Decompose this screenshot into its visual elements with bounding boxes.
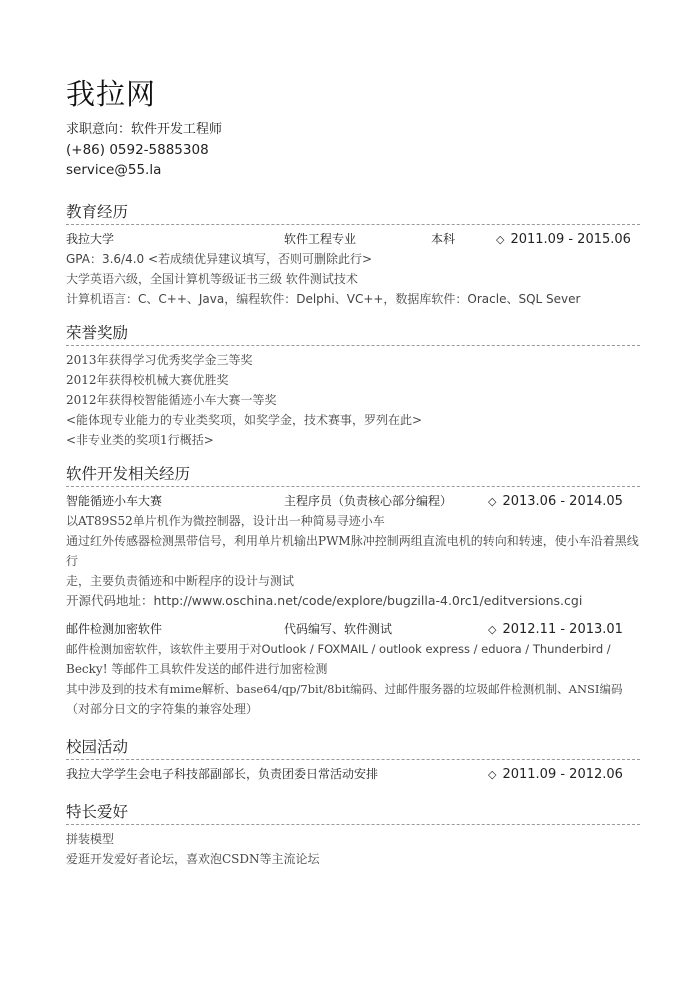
email-address: service@55.la	[66, 162, 162, 178]
hobbies-title: 特长爱好	[66, 803, 129, 821]
project-line: 开源代码地址：http://www.oschina.net/code/explore/bugzilla-4.0rc1/editversions.cgi	[66, 593, 583, 608]
diamond-icon: ◇	[496, 233, 505, 246]
project-line: Becky! 等邮件工具软件发送的邮件进行加密检测	[66, 662, 328, 676]
hobby-item: 拼装模型	[66, 832, 115, 846]
project-name: 邮件检测加密软件	[66, 622, 163, 636]
campus-date: 2011.09 - 2012.06	[502, 767, 623, 782]
spacer	[66, 611, 640, 619]
campus-date-wrap	[488, 764, 623, 785]
diamond-icon: ◇	[488, 768, 497, 781]
major: 软件工程专业	[284, 232, 357, 246]
project-header	[66, 619, 640, 639]
education-entry	[66, 229, 640, 249]
phone-number: (+86) 0592-5885308	[66, 142, 209, 158]
honor-item: 2013年获得学习优秀奖学金三等奖	[66, 353, 253, 367]
education-line: GPA：3.6/4.0 <若成绩优异建议填写，否则可删除此行>	[66, 252, 373, 266]
project-line: 走，主要负责循迹和中断程序的设计与测试	[66, 574, 295, 588]
project-date: 2013.06 - 2014.05	[502, 494, 623, 509]
hobby-item: 爱逛开发爱好者论坛，喜欢泡CSDN等主流论坛	[66, 852, 320, 866]
education-title: 教育经历	[66, 203, 129, 221]
project-line: 以AT89S52单片机作为微控制器，设计出一种简易寻迹小车	[66, 514, 385, 528]
education-date: 2011.09 - 2015.06	[510, 232, 631, 247]
project-line: 邮件检测加密软件，该软件主要用于对Outlook / FOXMAIL / outlook express / eduora / Thunderbird /	[66, 642, 611, 656]
project-date: 2012.11 - 2013.01	[502, 622, 623, 637]
project-date-wrap	[488, 491, 623, 512]
section-divider	[66, 824, 640, 825]
honor-item: 2012年获得校机械大赛优胜奖	[66, 373, 229, 387]
project-role: 代码编写、软件测试	[284, 622, 393, 636]
project-role: 主程序员（负责核心部分编程）	[284, 494, 453, 508]
education-line: 大学英语六级，全国计算机等级证书三级 软件测试技术	[66, 272, 358, 286]
campus-title: 校园活动	[66, 738, 129, 756]
project-name: 智能循迹小车大赛	[66, 494, 163, 508]
section-divider	[66, 224, 640, 225]
honor-item: <能体现专业能力的专业类奖项，如奖学金，技术赛事，罗列在此>	[66, 413, 423, 427]
campus-activity: 我拉大学学生会电子科技部副部长，负责团委日常活动安排	[66, 767, 379, 781]
section-divider	[66, 345, 640, 346]
job-objective: 求职意向：软件开发工程师	[66, 122, 223, 137]
honor-item: 2012年获得校智能循迹小车大赛一等奖	[66, 393, 277, 407]
project-date-wrap	[488, 619, 623, 640]
candidate-name: 我拉网	[66, 77, 157, 111]
section-divider	[66, 486, 640, 487]
project-header	[66, 491, 640, 511]
honors-title: 荣誉奖励	[66, 324, 129, 342]
experience-title: 软件开发相关经历	[66, 465, 191, 483]
project-line: 其中涉及到的技术有mime解析、base64/qp/7bit/8bit编码、过邮件服务器的垃圾邮件检测机制、ANSI编码	[66, 682, 623, 696]
section-divider	[66, 759, 640, 760]
diamond-icon: ◇	[488, 623, 497, 636]
resume	[66, 76, 640, 869]
honor-item: <非专业类的奖项1行概括>	[66, 433, 214, 447]
diamond-icon: ◇	[488, 495, 497, 508]
degree: 本科	[431, 232, 456, 246]
project-line: （对部分日文的字符集的兼容处理）	[66, 702, 259, 716]
education-line: 计算机语言：C、C++、Java，编程软件：Delphi、VC++，数据库软件：Oracle、SQL Sever	[66, 292, 581, 306]
campus-entry	[66, 764, 640, 784]
education-date-wrap	[496, 229, 631, 250]
school-name: 我拉大学	[66, 232, 115, 246]
project-line: 通过红外传感器检测黑带信号，利用单片机输出PWM脉冲控制两组直流电机的转向和转速，使小车沿着黑线行	[66, 534, 639, 568]
